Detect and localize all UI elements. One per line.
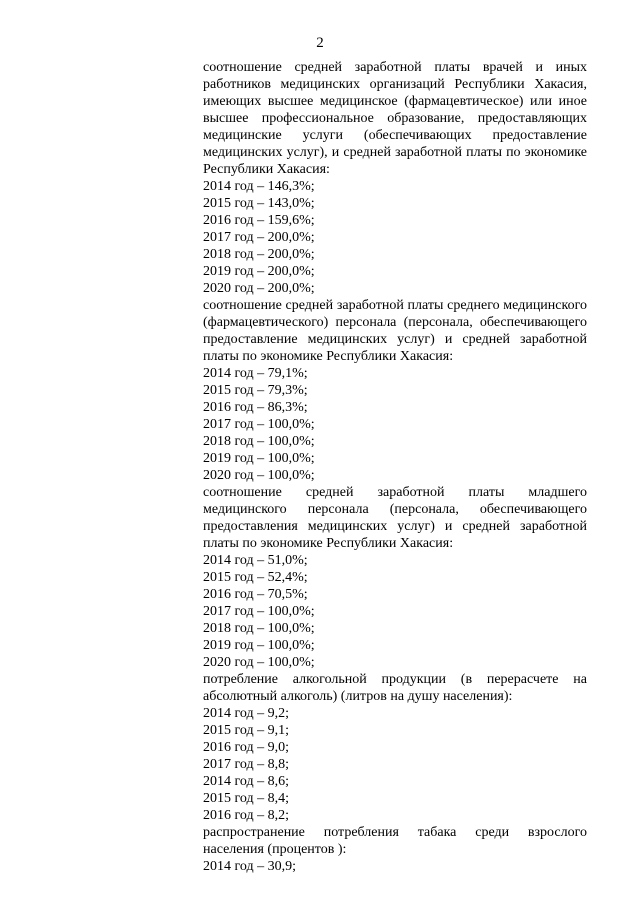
section-heading: соотношение средней заработной платы врачей и иных работников медицинских организаций Республики Хакасия, имеющих высшее медицинское (фармацевтическое) или иное высшее профессиональное образование, предоставляющих медицинские услуги (обеспечивающих предоставление медицинских услуг), и средней заработной платы по экономике Республики Хакасия: — [203, 60, 587, 177]
value-line: 2019 год – 100,0%; — [203, 451, 315, 466]
value-line: 2016 год – 9,0; — [203, 740, 290, 755]
value-line: 2019 год – 200,0%; — [203, 264, 315, 279]
value-line: 2020 год – 100,0%; — [203, 468, 315, 483]
value-line: 2020 год – 100,0%; — [203, 655, 315, 670]
value-line: 2015 год – 79,3%; — [203, 383, 308, 398]
value-line: 2019 год – 100,0%; — [203, 638, 315, 653]
value-line: 2014 год – 51,0%; — [203, 553, 308, 568]
document-body — [203, 59, 587, 875]
value-line: 2015 год – 9,1; — [203, 723, 290, 738]
section-heading: распространение потребления табака среди взрослого населения (процентов ): — [203, 825, 587, 857]
value-line: 2018 год – 200,0%; — [203, 247, 315, 262]
value-line: 2016 год – 8,2; — [203, 808, 290, 823]
value-line: 2018 год – 100,0%; — [203, 434, 315, 449]
section-doctor-salary-ratio — [203, 59, 587, 297]
section-heading: соотношение средней заработной платы среднего медицинского (фармацевтического) персонала (персонала, обеспечивающего предоставление медицинских услуг) и средней заработной платы по экономике Республики Хакасия: — [203, 298, 587, 364]
value-line: 2014 год – 30,9; — [203, 859, 297, 874]
value-line: 2014 год – 9,2; — [203, 706, 290, 721]
value-line: 2014 год – 79,1%; — [203, 366, 308, 381]
section-alcohol-consumption — [203, 671, 587, 824]
value-line: 2017 год – 8,8; — [203, 757, 290, 772]
value-line: 2015 год – 8,4; — [203, 791, 290, 806]
section-tobacco-prevalence — [203, 824, 587, 875]
value-line: 2016 год – 70,5%; — [203, 587, 308, 602]
value-line: 2015 год – 52,4%; — [203, 570, 308, 585]
value-line: 2016 год – 86,3%; — [203, 400, 308, 415]
page-number: 2 — [316, 35, 324, 51]
section-heading: потребление алкогольной продукции (в перерасчете на абсолютный алкоголь) (литров на душу населения): — [203, 672, 587, 704]
value-line: 2017 год – 100,0%; — [203, 417, 315, 432]
section-heading: соотношение средней заработной платы младшего медицинского персонала (персонала, обеспечивающего предоставления медицинских услуг) и средней заработной платы по экономике Республики Хакасия: — [203, 485, 587, 551]
value-line: 2018 год – 100,0%; — [203, 621, 315, 636]
value-line: 2016 год – 159,6%; — [203, 213, 315, 228]
value-line: 2014 год – 8,6; — [203, 774, 290, 789]
value-line: 2017 год – 100,0%; — [203, 604, 315, 619]
value-line: 2017 год – 200,0%; — [203, 230, 315, 245]
section-mid-level-staff-salary-ratio — [203, 297, 587, 484]
value-line: 2020 год – 200,0%; — [203, 281, 315, 296]
value-line: 2015 год – 143,0%; — [203, 196, 315, 211]
value-line: 2014 год – 146,3%; — [203, 179, 315, 194]
section-junior-staff-salary-ratio — [203, 484, 587, 671]
